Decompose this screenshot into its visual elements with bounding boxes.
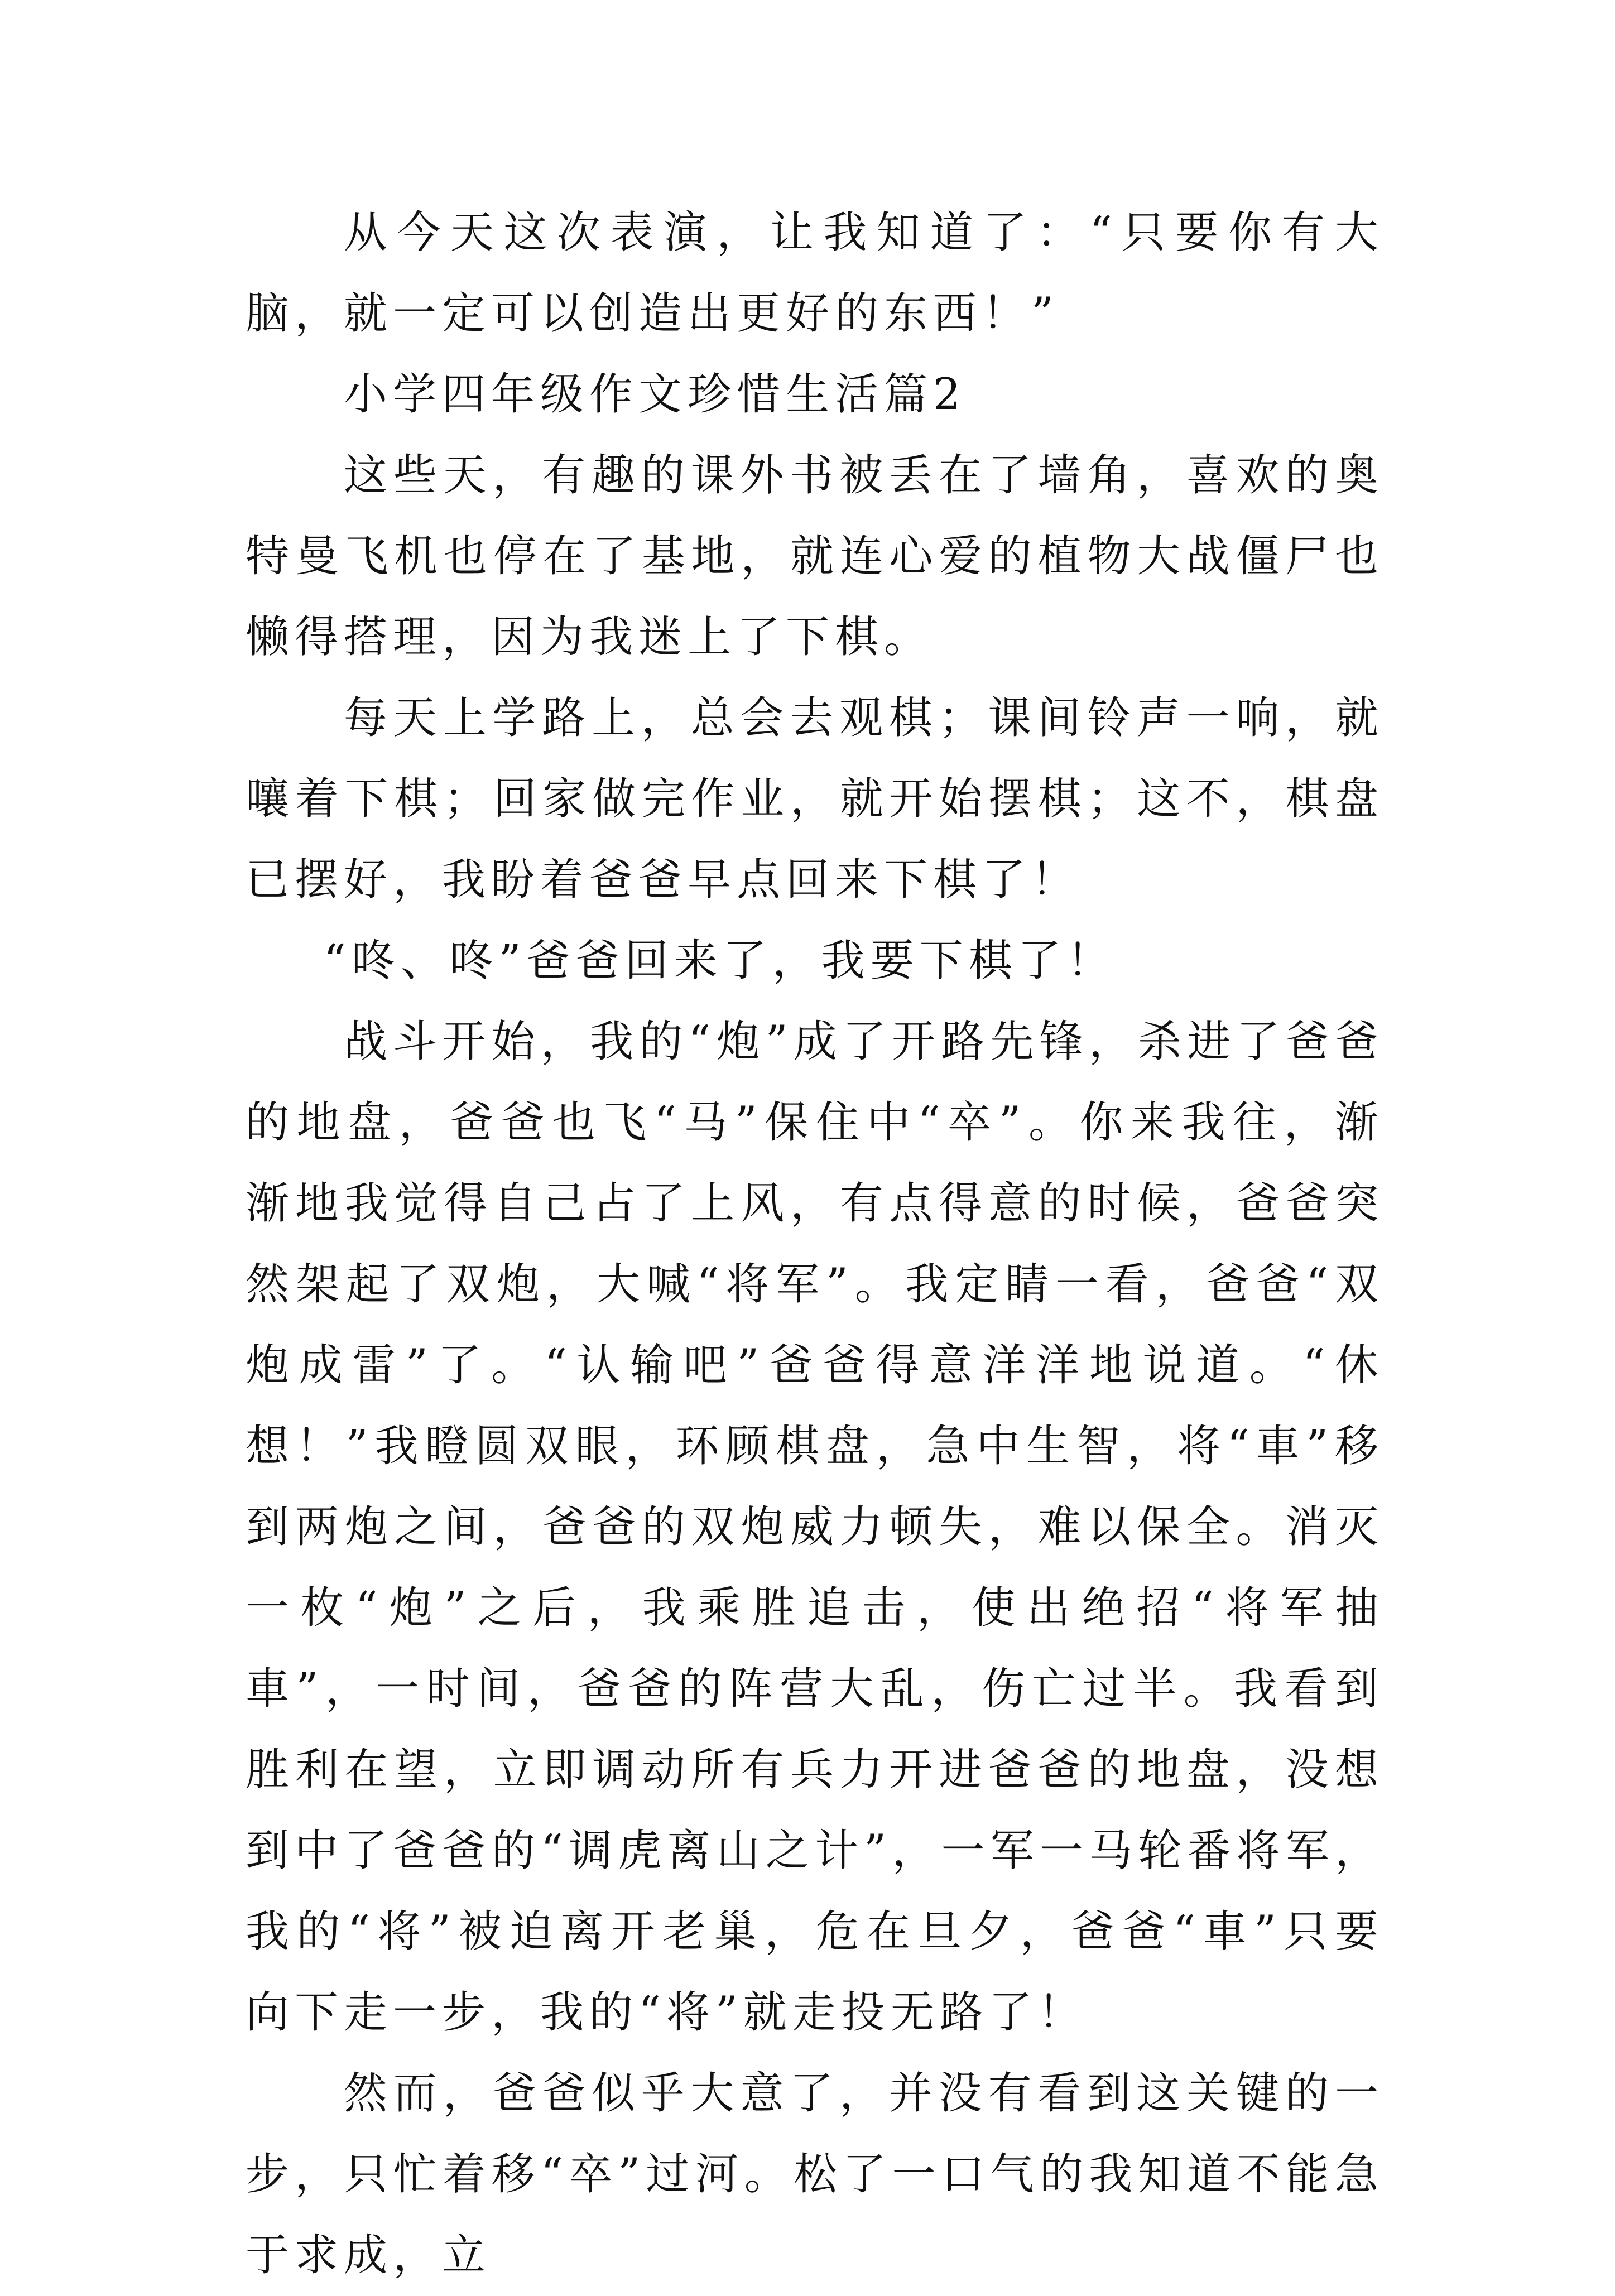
paragraph-turning-point: 然而，爸爸似乎大意了，并没有看到这关键的一步，只忙着移“卒”过河。松了一口气的我知道不能急于求成，立 — [246, 2068, 1384, 2280]
essay-body — [246, 192, 1384, 2296]
paragraph-intro: 这些天，有趣的课外书被丢在了墙角，喜欢的奥特曼飞机也停在了基地，就连心爱的植物大战僵尸也懒得搭理，因为我迷上了下棋。 — [246, 450, 1384, 662]
paragraph-dad-returns: “咚、咚”爸爸回来了，我要下棋了！ — [324, 936, 1116, 986]
paragraph-conclusion: 从今天这次表演，让我知道了：“只要你有大脑，就一定可以创造出更好的东西！” — [246, 208, 1384, 339]
paragraph-battle: 战斗开始，我的“炮”成了开路先锋，杀进了爸爸的地盘，爸爸也飞“马”保住中“卒”。你来我往，渐渐地我觉得自己占了上风，有点得意的时候，爸爸突然架起了双炮，大喊“将军”。我定睛一看，爸爸“双炮成雷”了。“认输吧”爸爸得意洋洋地说道。“休想！”我瞪圆双眼，环顾棋盘，急中生智，将“車”移到两炮之间，爸爸的双炮威力顿失，难以保全。消灭一枚“炮”之后，我乘胜追击，使出绝招“将军抽車”，一时间，爸爸的阵营大乱，伤亡过半。我看到胜利在望，立即调动所有兵力开进爸爸的地盘，没想到中了爸爸的“调虎离山之计”，一军一马轮番将军，我的“将”被迫离开老巢，危在旦夕，爸爸“車”只要向下走一步，我的“将”就走投无路了！ — [246, 1017, 1384, 2038]
essay-title: 小学四年级作文珍惜生活篇2 — [344, 369, 967, 420]
paragraph-daily-chess: 每天上学路上，总会去观棋；课间铃声一响，就嚷着下棋；回家做完作业，就开始摆棋；这不，棋盘已摆好，我盼着爸爸早点回来下棋了！ — [246, 693, 1384, 905]
